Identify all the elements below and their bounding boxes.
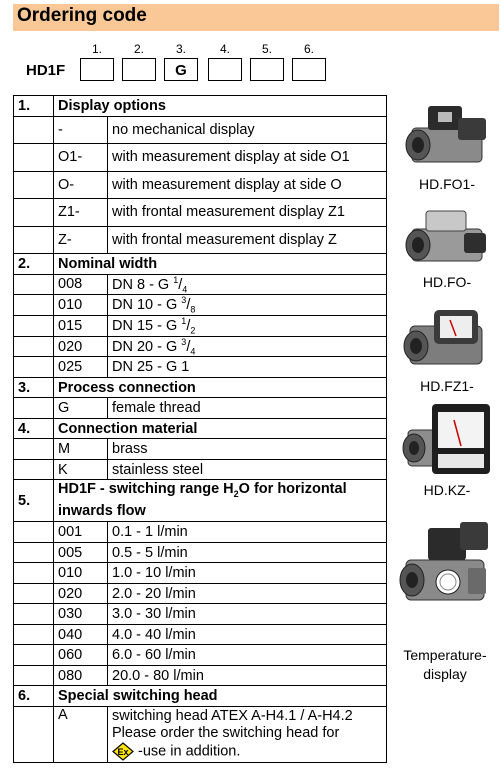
section-title: HD1F - switching range $H_2O$ for horizontal inwards flow [54, 480, 387, 522]
section-header [14, 418, 387, 439]
table-row [14, 604, 387, 625]
table-row [14, 274, 387, 295]
option-desc: with frontal measurement display Z [108, 226, 387, 254]
section-title: Nominal width [54, 254, 387, 275]
code-box-5[interactable] [250, 58, 284, 81]
section-title: Connection material [54, 418, 387, 439]
section-number: 3. [14, 377, 54, 398]
option-code: 015 [54, 315, 108, 336]
table-row [14, 522, 387, 543]
option-desc: 6.0 - 60 l/min [108, 645, 387, 666]
option-desc: 0.1 - 1 l/min [108, 522, 387, 543]
option-code: O1- [54, 144, 108, 172]
table-row [14, 459, 387, 480]
image-caption: HD.FZ1- [420, 378, 474, 394]
device-image-fo1 [398, 98, 496, 173]
section-number: 6. [14, 686, 54, 707]
option-code: G [54, 398, 108, 419]
option-code: 020 [54, 336, 108, 357]
option-desc: 0.5 - 5 l/min [108, 542, 387, 563]
option-desc: 20.0 - 80 l/min [108, 665, 387, 686]
position-number: 5. [261, 42, 272, 56]
code-box-2[interactable] [122, 58, 156, 81]
option-code: M [54, 439, 108, 460]
position-number: 3. [175, 42, 186, 56]
section-number: 1. [14, 96, 54, 117]
option-code: - [54, 116, 108, 144]
table-row [14, 645, 387, 666]
code-box-6[interactable] [292, 58, 326, 81]
table-row [14, 116, 387, 144]
table-row [14, 439, 387, 460]
table-row [14, 665, 387, 686]
option-desc: DN 20 - G $^3/_4$ [108, 336, 387, 357]
option-code: 001 [54, 522, 108, 543]
position-number: 1. [91, 42, 102, 56]
table-row [14, 226, 387, 254]
option-code: 010 [54, 295, 108, 316]
option-desc: with frontal measurement display Z1 [108, 199, 387, 227]
option-code: 025 [54, 357, 108, 378]
option-desc: 2.0 - 20 l/min [108, 583, 387, 604]
table-row [14, 295, 387, 316]
option-desc: with measurement display at side O [108, 171, 387, 199]
option-desc: 3.0 - 30 l/min [108, 604, 387, 625]
device-image-temperature [398, 512, 496, 624]
svg-text:Ex: Ex [117, 746, 129, 757]
code-box-3[interactable]: G [164, 58, 198, 81]
section-title: Display options [54, 96, 387, 117]
position-number: 4. [219, 42, 230, 56]
option-desc: DN 15 - G $^1/_2$ [108, 315, 387, 336]
option-code: 040 [54, 624, 108, 645]
option-desc [108, 706, 387, 762]
device-image-kz [398, 400, 496, 478]
section-header [14, 254, 387, 275]
section-number: 2. [14, 254, 54, 275]
option-code: 008 [54, 274, 108, 295]
page-title: Ordering code [17, 5, 147, 26]
table-row [14, 171, 387, 199]
table-row [14, 706, 387, 762]
desc-line: switching head ATEX A-H4.1 / A-H4.2 [112, 707, 353, 724]
option-code: 005 [54, 542, 108, 563]
position-number: 6. [303, 42, 314, 56]
image-caption: Temperature-display [403, 647, 487, 682]
image-caption: HD.FO1- [419, 176, 475, 192]
option-desc: with measurement display at side O1 [108, 144, 387, 172]
table-row [14, 336, 387, 357]
device-image-fo [398, 205, 496, 273]
ex-mark-icon [112, 742, 134, 761]
code-box-1[interactable] [80, 58, 114, 81]
option-code: 060 [54, 645, 108, 666]
option-code: O- [54, 171, 108, 199]
option-desc: stainless steel [108, 459, 387, 480]
desc-line: Ex -use in addition. [112, 742, 382, 761]
table-row [14, 542, 387, 563]
option-desc: no mechanical display [108, 116, 387, 144]
section-title: Process connection [54, 377, 387, 398]
desc-line: Please order the switching head for [112, 724, 340, 741]
option-desc: DN 10 - G $^3/_8$ [108, 295, 387, 316]
table-row [14, 583, 387, 604]
section-header [14, 96, 387, 117]
header-bar [13, 4, 499, 31]
option-desc: 4.0 - 40 l/min [108, 624, 387, 645]
option-desc: 1.0 - 10 l/min [108, 563, 387, 584]
device-image-fz1 [398, 300, 496, 375]
section-title: Special switching head [54, 686, 387, 707]
table-row [14, 357, 387, 378]
option-code: A [54, 706, 108, 762]
section-header [14, 480, 387, 522]
option-code: 020 [54, 583, 108, 604]
option-desc: brass [108, 439, 387, 460]
section-header [14, 686, 387, 707]
image-caption: HD.FO- [422, 274, 472, 290]
option-desc: female thread [108, 398, 387, 419]
option-desc: DN 25 - G 1 [108, 357, 387, 378]
section-number: 4. [14, 418, 54, 439]
table-row [14, 398, 387, 419]
ordering-table [13, 95, 387, 763]
option-code: 080 [54, 665, 108, 686]
table-row [14, 624, 387, 645]
option-code: Z1- [54, 199, 108, 227]
table-row [14, 199, 387, 227]
product-code: HD1F [26, 62, 66, 79]
option-code: 010 [54, 563, 108, 584]
section-number: 5. [14, 480, 54, 522]
table-row [14, 315, 387, 336]
option-desc: DN 8 - G $^1/_4$ [108, 274, 387, 295]
option-code: 030 [54, 604, 108, 625]
option-code: K [54, 459, 108, 480]
code-box-4[interactable] [208, 58, 242, 81]
image-caption: HD.KZ- [423, 482, 471, 498]
table-row [14, 563, 387, 584]
option-code: Z- [54, 226, 108, 254]
table-row [14, 144, 387, 172]
section-header [14, 377, 387, 398]
position-number: 2. [133, 42, 144, 56]
